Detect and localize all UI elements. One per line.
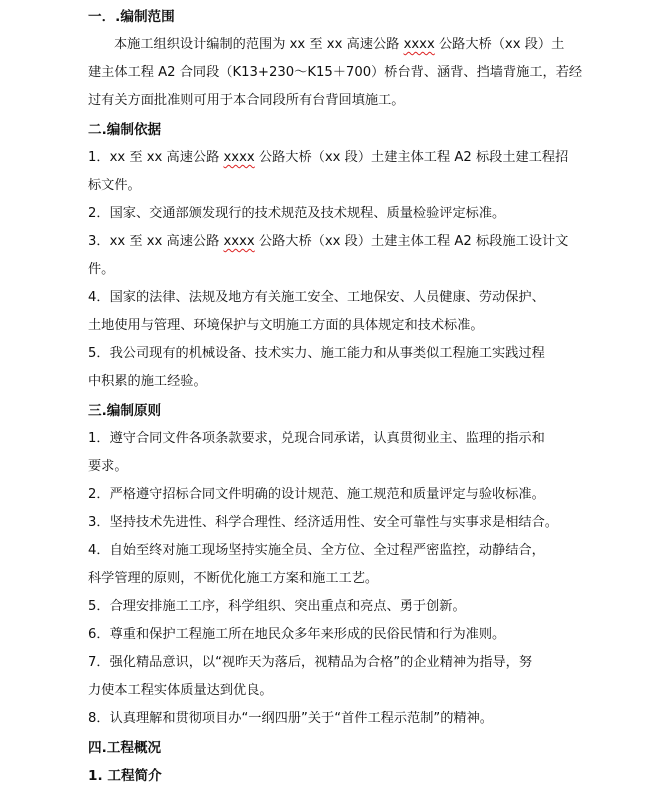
list-item-line: 5．我公司现有的机械设备、技术实力、施工能力和从事类似工程施工实践过程: [88, 346, 545, 361]
section-heading-principles: 三.编制原则: [88, 403, 162, 419]
list-item-line: 力使本工程实体质量达到优良。: [88, 683, 273, 698]
spell-check-mark: xxxx: [403, 37, 435, 52]
list-item-line: 2．国家、交通部颁发现行的技术规范及技术规程、质量检验评定标准。: [88, 206, 506, 221]
list-item-line: 标文件。: [88, 178, 141, 193]
list-item-line: 4．自始至终对施工现场坚持实施全员、全方位、全过程严密监控，动静结合，: [88, 543, 545, 558]
list-item-line: 科学管理的原则，不断优化施工方案和施工工艺。: [88, 571, 379, 586]
spell-check-mark: xxxx: [223, 234, 255, 249]
list-item-line: 件。: [88, 262, 115, 277]
list-item-line: 3．xx 至 xx 高速公路 xxxx 公路大桥（xx 段）土建主体工程 A2 标段施工设计文: [88, 234, 569, 249]
paragraph-line: 本施工组织设计编制的范围为 xx 至 xx 高速公路 xxxx 公路大桥（xx 段）土: [114, 37, 565, 52]
section-heading-scope: 一．.编制范围: [88, 9, 175, 25]
subsection-heading-intro: 1. 工程简介: [88, 768, 162, 784]
list-item-line: 3．坚持技术先进性、科学合理性、经济适用性、安全可靠性与实事求是相结合。: [88, 515, 558, 530]
paragraph-line: 建主体工程 A2 合同段（K13+230～K15＋700）桥台背、涵背、挡墙背施工，若经: [88, 65, 583, 80]
paragraph-line: 过有关方面批准则可用于本合同段所有台背回填施工。: [88, 93, 405, 108]
list-item-line: 8．认真理解和贯彻项目办“一纲四册”关于“首件工程示范制”的精神。: [88, 711, 493, 726]
spell-check-mark: xxxx: [223, 150, 255, 165]
list-item-line: 1．xx 至 xx 高速公路 xxxx 公路大桥（xx 段）土建主体工程 A2 标段土建工程招: [88, 150, 569, 165]
section-heading-overview: 四.工程概况: [88, 740, 162, 756]
list-item-line: 中积累的施工经验。: [88, 374, 207, 389]
list-item-line: 土地使用与管理、环境保护与文明施工方面的具体规定和技术标准。: [88, 318, 484, 333]
list-item-line: 4．国家的法律、法规及地方有关施工安全、工地保安、人员健康、劳动保护、: [88, 290, 545, 305]
list-item-line: 2．严格遵守招标合同文件明确的设计规范、施工规范和质量评定与验收标准。: [88, 487, 545, 502]
list-item-line: 要求。: [88, 459, 128, 474]
list-item-line: 5．合理安排施工工序，科学组织、突出重点和亮点、勇于创新。: [88, 599, 466, 614]
list-item-line: 6．尊重和保护工程施工所在地民众多年来形成的民俗民情和行为准则。: [88, 627, 506, 642]
section-heading-basis: 二.编制依据: [88, 122, 162, 138]
list-item-line: 1．遵守合同文件各项条款要求，兑现合同承诺，认真贯彻业主、监理的指示和: [88, 431, 545, 446]
list-item-line: 7．强化精品意识，以“视昨天为落后，视精品为合格”的企业精神为指导，努: [88, 655, 533, 670]
